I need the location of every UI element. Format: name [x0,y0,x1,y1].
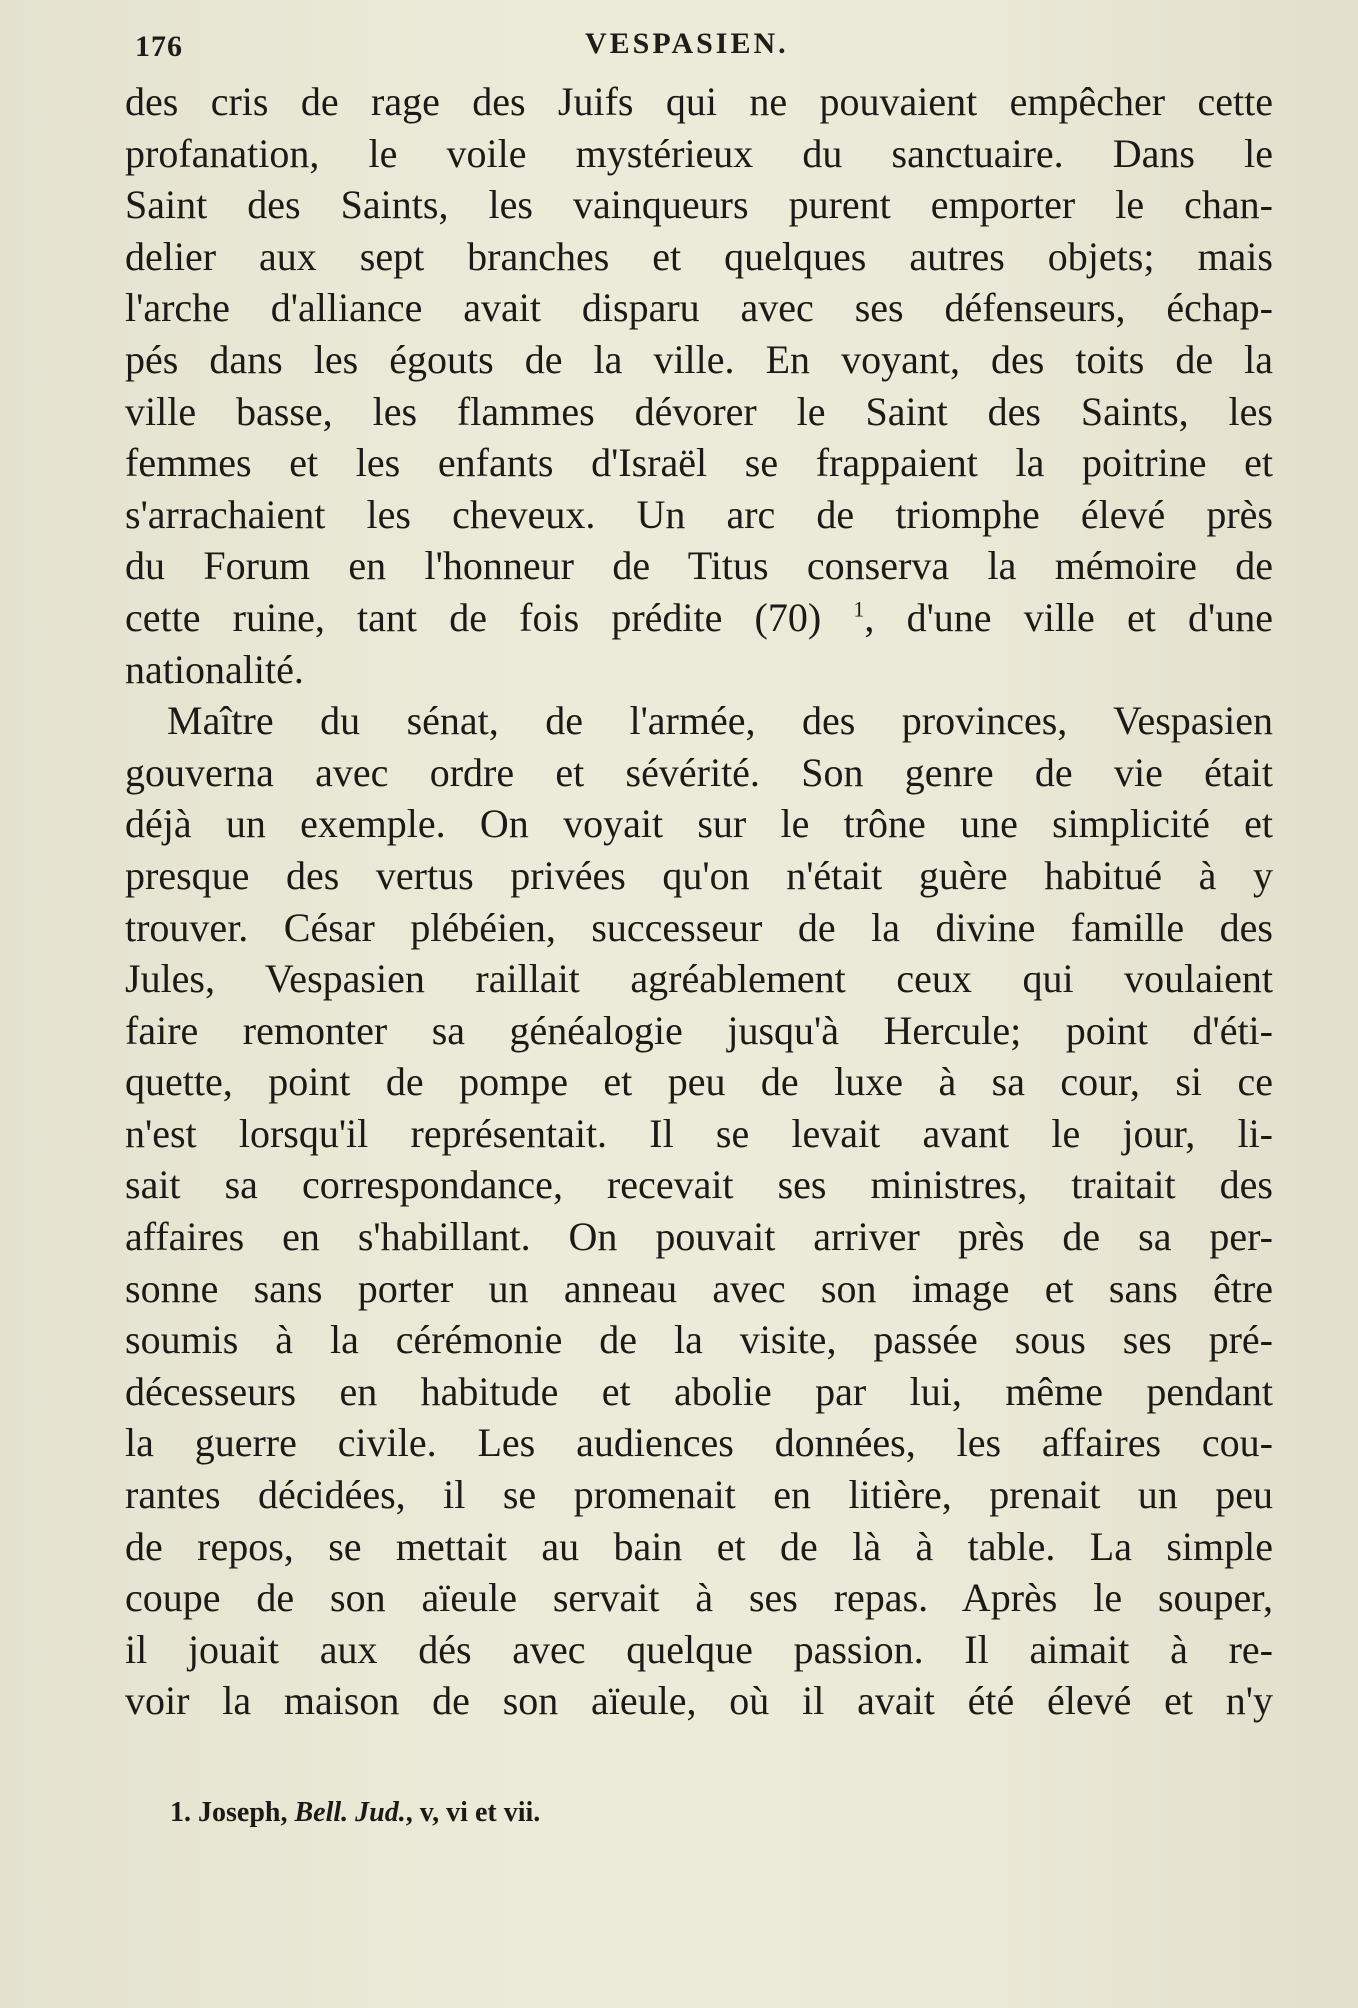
text-line: pés dans les égouts de la ville. En voyant, des toits de la [125,336,1273,382]
text-line: n'est lorsqu'il représentait. Il se levait avant le jour, li- [125,1110,1273,1156]
paragraph-1 [125,76,1273,695]
text-line: quette, point de pompe et peu de luxe à sa cour, si ce [125,1059,1273,1105]
paragraph-2 [125,695,1273,1727]
text-line: des cris de rage des Juifs qui ne pouvaient empêcher cette [125,79,1273,124]
footnote [170,1797,540,1829]
text-line-with-footnote-ref [125,592,1273,644]
text-line: trouver. César plébéien, successeur de la divine famille des [125,904,1273,950]
text-line: gouverna avec ordre et sévérité. Son genre de vie était [125,749,1273,795]
text-line: coupe de son aïeule servait à ses repas. Après le souper, [125,1575,1273,1621]
text-line: Saint des Saints, les vainqueurs purent emporter le chan- [125,182,1273,228]
text-line: ville basse, les flammes dévorer le Saint des Saints, les [125,388,1273,434]
page-number: 176 [135,30,183,63]
body-text [125,76,1273,1727]
text-line: voir la maison de son aïeule, où il avait été élevé et n'y [125,1678,1273,1724]
text-line: presque des vertus privées qu'on n'était guère habitué à y [125,852,1273,898]
text-line: s'arrachaient les cheveux. Un arc de triomphe élevé près [125,491,1273,537]
text-line: il jouait aux dés avec quelque passion. Il aimait à re- [125,1626,1273,1672]
text-line: delier aux sept branches et quelques autres objets; mais [125,233,1273,279]
text-line: rantes décidées, il se promenait en litière, prenait un peu [125,1472,1273,1518]
text-line: nationalité. [125,646,304,692]
text-line: déjà un exemple. On voyait sur le trône une simplicité et [125,801,1273,847]
text-line: faire remonter sa généalogie jusqu'à Hercule; point d'éti- [125,1007,1273,1053]
footnote-marker: 1. Joseph, [170,1797,288,1828]
text-line: la guerre civile. Les audiences données, les affaires cou- [125,1420,1273,1466]
running-title: VESPASIEN. [585,27,789,60]
text-line: du Forum en l'honneur de Titus conserva la mémoire de [125,543,1273,589]
text-segment: cette ruine, tant de fois prédite (70) [125,594,822,640]
text-line: Maître du sénat, de l'armée, des provinces, Vespasien [167,698,1273,744]
text-line: décesseurs en habitude et abolie par lui, même pendant [125,1368,1273,1414]
text-line: soumis à la cérémonie de la visite, passée sous ses pré- [125,1317,1273,1363]
text-line: de repos, se mettait au bain et de là à table. La simple [125,1523,1273,1569]
text-line: profanation, le voile mystérieux du sanctuaire. Dans le [125,130,1273,176]
text-line: sait sa correspondance, recevait ses ministres, traitait des [125,1162,1273,1208]
text-line: l'arche d'alliance avait disparu avec ses défenseurs, échap- [125,285,1273,331]
text-line: Jules, Vespasien raillait agréablement ceux qui voulaient [125,956,1273,1002]
footnote-work-title: Bell. Jud. [294,1797,406,1828]
text-line: sonne sans porter un anneau avec son image et sans être [125,1265,1273,1311]
text-line: affaires en s'habillant. On pouvait arriver près de sa per- [125,1214,1273,1260]
footnote-text: , v, vi et vii. [405,1797,541,1828]
footnote-reference: 1 [853,596,865,622]
text-line: femmes et les enfants d'Israël se frappaient la poitrine et [125,440,1273,486]
text-segment: , d'une ville et d'une [864,594,1274,640]
page-header [0,22,1358,62]
